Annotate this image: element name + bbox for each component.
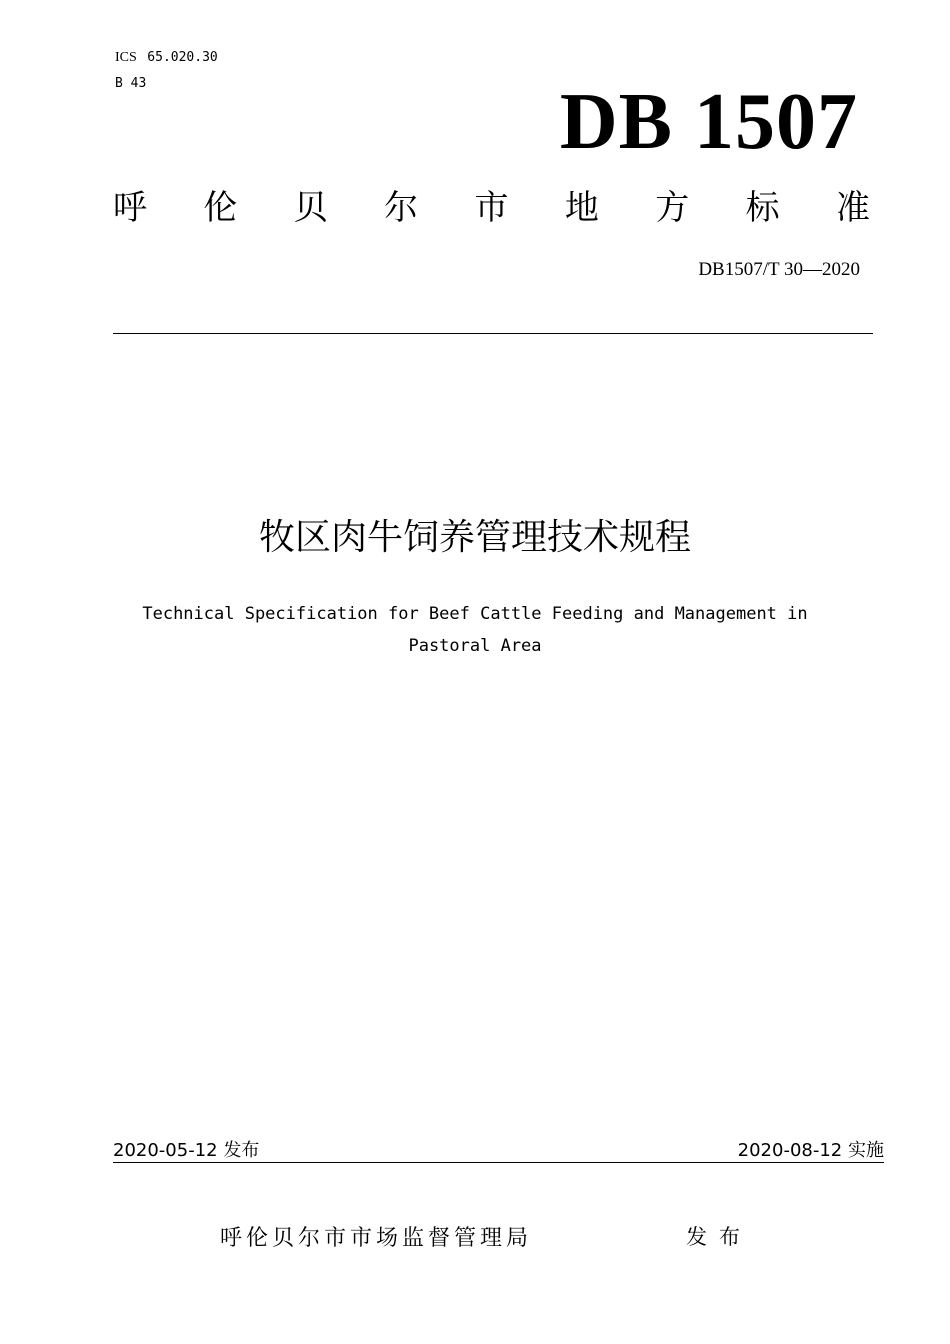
ics-classification [115, 48, 218, 68]
document-title-zh: 牧区肉牛饲养管理技术规程 [258, 517, 691, 558]
issuing-authority: 呼伦贝尔市市场监督管理局 [220, 1226, 533, 1251]
standard-type-char: 地 [564, 188, 599, 228]
standard-type-char: 伦 [203, 188, 238, 228]
standard-type-char: 贝 [293, 188, 328, 228]
document-title-en-line1: Technical Specification for Beef Cattle Feeding and Management in [142, 604, 808, 624]
issuing-action: 发布 [686, 1225, 752, 1249]
standard-type-heading [113, 186, 870, 230]
standard-type-char: 尔 [384, 188, 419, 228]
issue-date: 2020-05-12 发布 [113, 1140, 260, 1161]
document-title-en [100, 598, 850, 662]
ics-code: 65.020.30 [147, 50, 218, 65]
document-title-en-line2: Pastoral Area [408, 636, 542, 656]
standard-type-char: 准 [836, 188, 870, 228]
standard-type-char: 市 [474, 188, 509, 228]
standard-type-char: 标 [745, 188, 780, 228]
db-standard-mark: DB 1507 [559, 78, 858, 166]
standard-class-code: B 43 [115, 76, 147, 91]
standard-type-char: 呼 [113, 188, 147, 228]
standard-number: DB1507/T 30—2020 [698, 259, 860, 280]
ics-label: ICS [115, 50, 137, 65]
implementation-date: 2020-08-12 实施 [737, 1140, 884, 1161]
standard-type-char: 方 [655, 188, 690, 228]
header-divider [113, 333, 873, 334]
footer-divider [113, 1162, 884, 1163]
